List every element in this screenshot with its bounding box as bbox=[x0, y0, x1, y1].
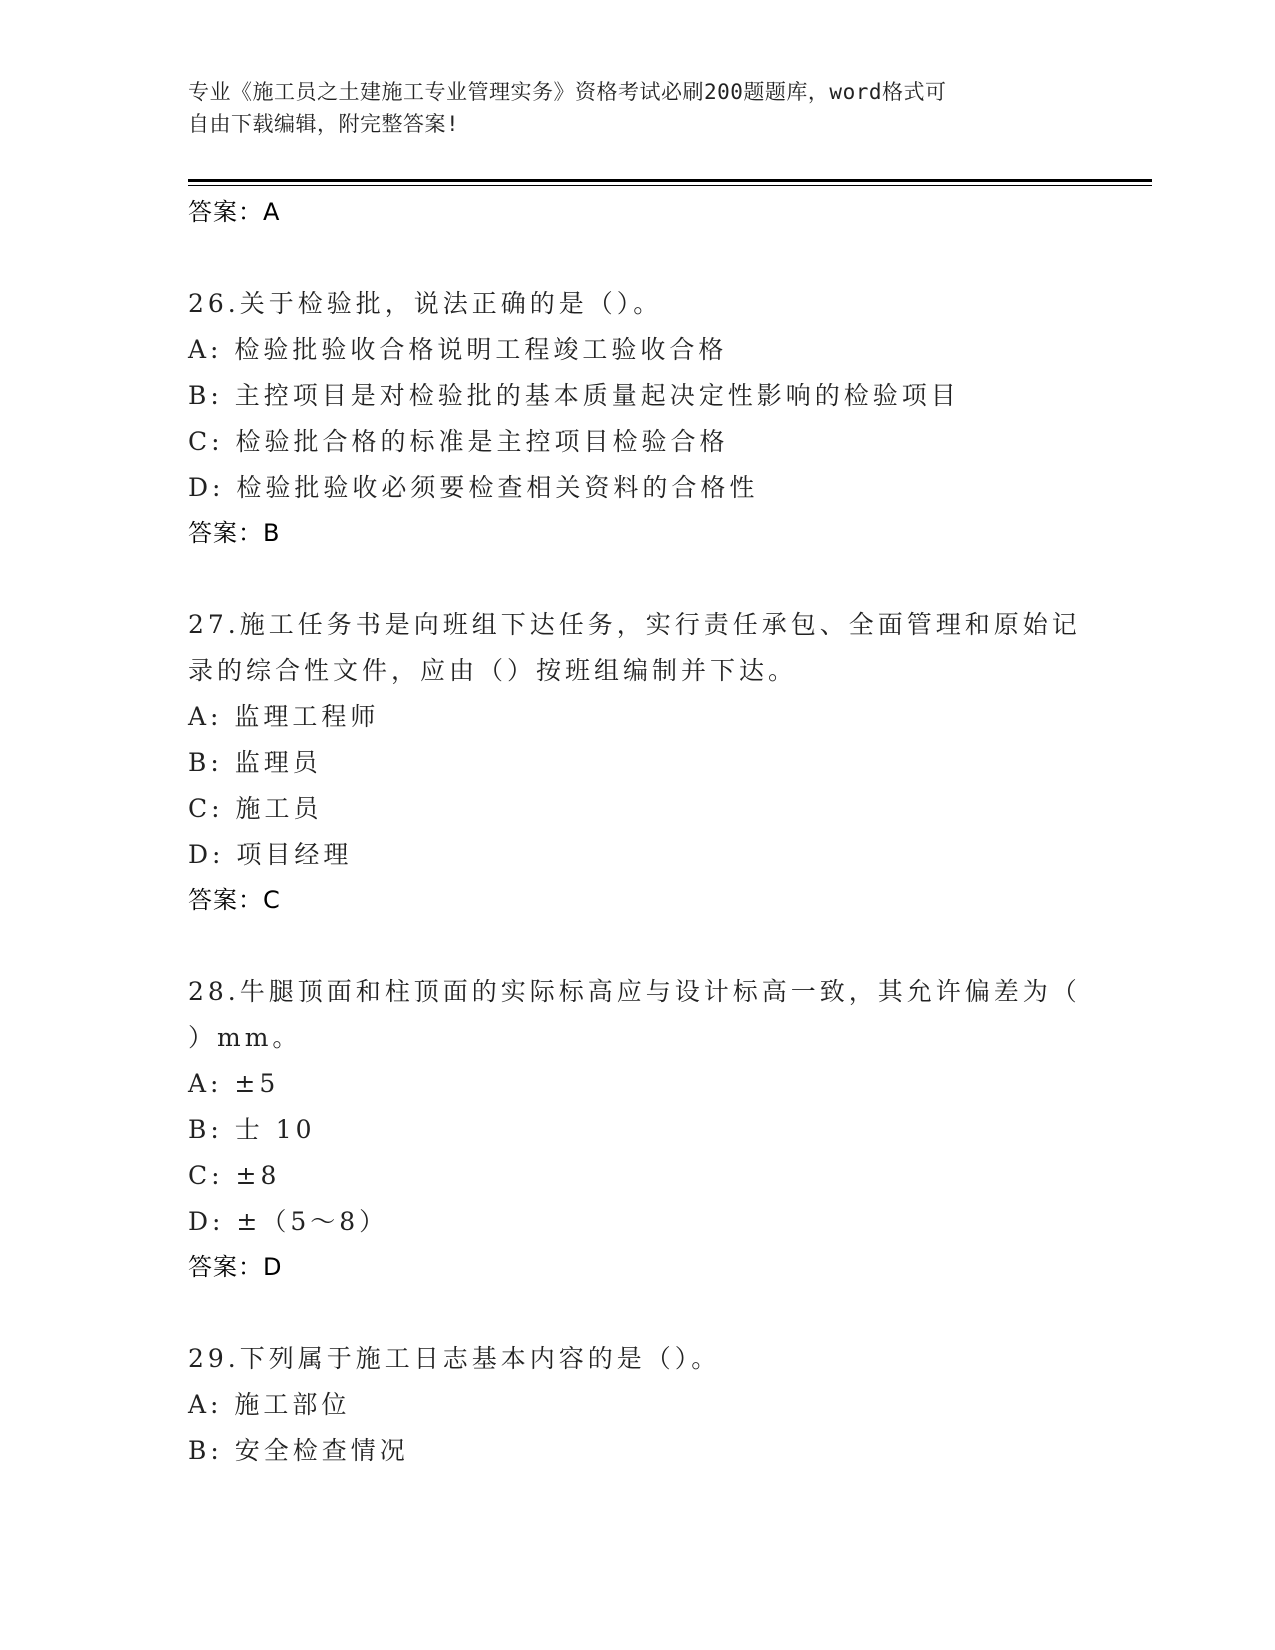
option-b: B: 士 10 bbox=[188, 1115, 316, 1144]
question-stem-line-2: ）mm。 bbox=[188, 1023, 302, 1052]
question-26 bbox=[188, 281, 1088, 511]
option-d: D: 检验批验收必须要检查相关资料的合格性 bbox=[188, 473, 759, 502]
question-stem: 26.关于检验批，说法正确的是（）。 bbox=[188, 289, 663, 318]
question-stem-line-1: 28.牛腿顶面和柱顶面的实际标高应与设计标高一致，其允许偏差为（ bbox=[188, 977, 1081, 1006]
option-a: A: ±5 bbox=[188, 1069, 280, 1098]
question-stem-line-2: 录的综合性文件，应由（）按班组编制并下达。 bbox=[188, 656, 798, 685]
header-line-2: 自由下载编辑，附完整答案! bbox=[188, 112, 460, 136]
header-divider-thin bbox=[188, 185, 1152, 186]
option-a: A: 检验批验收合格说明工程竣工验收合格 bbox=[188, 335, 728, 364]
option-c: C: ±8 bbox=[188, 1161, 281, 1190]
answer-27: 答案：C bbox=[188, 886, 281, 914]
question-stem: 29.下列属于施工日志基本内容的是（）。 bbox=[188, 1344, 721, 1373]
header-divider-thick bbox=[188, 179, 1152, 182]
option-b: B: 监理员 bbox=[188, 748, 322, 777]
answer-25: 答案：A bbox=[188, 198, 281, 226]
spacer bbox=[188, 555, 1088, 602]
option-b: B: 安全检查情况 bbox=[188, 1436, 409, 1465]
question-list bbox=[188, 190, 1088, 1474]
document-header bbox=[188, 76, 1088, 140]
option-c: C: 施工员 bbox=[188, 794, 323, 823]
header-line-1: 专业《施工员之土建施工专业管理实务》资格考试必刷200题题库，word格式可 bbox=[188, 80, 947, 104]
option-c: C: 检验批合格的标准是主控项目检验合格 bbox=[188, 427, 729, 456]
option-d: D: ±（5～8） bbox=[188, 1207, 389, 1236]
option-a: A: 监理工程师 bbox=[188, 702, 380, 731]
answer-26: 答案：B bbox=[188, 519, 281, 547]
spacer bbox=[188, 234, 1088, 281]
answer-28: 答案：D bbox=[188, 1253, 283, 1281]
spacer bbox=[188, 922, 1088, 969]
option-b: B: 主控项目是对检验批的基本质量起决定性影响的检验项目 bbox=[188, 381, 960, 410]
question-28 bbox=[188, 969, 1088, 1245]
question-stem-line-1: 27.施工任务书是向班组下达任务，实行责任承包、全面管理和原始记 bbox=[188, 610, 1081, 639]
question-27 bbox=[188, 602, 1088, 878]
option-d: D: 项目经理 bbox=[188, 840, 353, 869]
question-29 bbox=[188, 1336, 1088, 1474]
option-a: A: 施工部位 bbox=[188, 1390, 351, 1419]
spacer bbox=[188, 1289, 1088, 1336]
